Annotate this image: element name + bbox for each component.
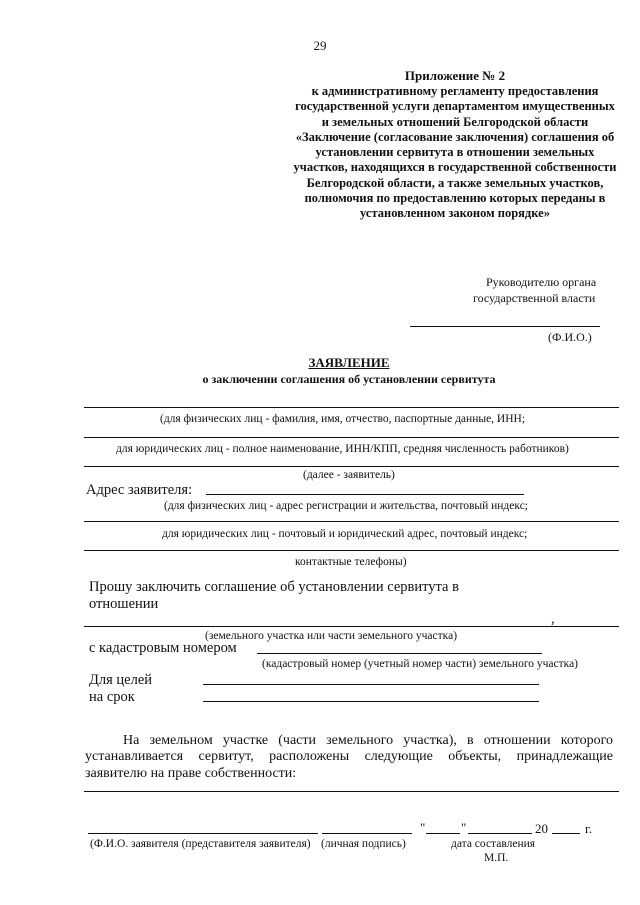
cadastral-label: с кадастровым номером [89,640,237,656]
objects-line[interactable] [84,791,619,792]
signature-line[interactable] [322,833,412,834]
address-line-2[interactable] [84,521,619,522]
phones-line[interactable] [84,550,619,551]
date-year-suffix: г. [585,821,593,836]
address-label: Адрес заявителя: [86,482,193,498]
purpose-label: Для целей [89,672,153,688]
stamp-place: М.П. [484,852,509,864]
applicant-fio-line[interactable] [88,833,318,834]
annex-title: Приложение № 2 [404,68,506,83]
date-quote-close: " [461,820,467,835]
application-subtitle: о заключении соглашения об установлении сервитута [202,372,496,386]
request-text-line-2: отношении [89,596,159,612]
application-title: ЗАЯВЛЕНИЕ [308,355,390,370]
plot-line[interactable] [84,626,619,627]
cadastral-caption: (кадастровый номер (учетный номер части) земельного участка) [262,658,579,670]
plot-caption: (земельного участка или части земельного участка) [205,630,458,642]
address-individual-caption: (для физических лиц - адрес регистрации и жительства, почтовый индекс; [164,500,528,512]
request-comma: , [551,611,555,627]
date-day-line[interactable] [426,833,460,834]
address-line[interactable] [206,494,524,495]
cadastral-number-line[interactable] [257,653,542,654]
applicant-individual-line[interactable] [84,407,619,408]
date-quote-open: " [420,820,426,835]
date-month-line[interactable] [468,833,532,834]
hereinafter-caption: (далее - заявитель) [303,469,395,481]
objects-paragraph: На земельном участке (части земельного участка), в отношении которого устанавливается сервитут, расположены следующие объекты, принадлежащие заявителю на праве собственности: [85,733,613,781]
personal-signature-caption: (личная подпись) [321,838,406,850]
annex-description: к административному регламенту предоставления государственной услуги департаментом имущественных и земельных отношений Белгородской области «Заключение (согласование заключения) соглашения об установлении сервитута в отношении земельных участков, находящихся в государственной собственности Белгородской области, а также земельных участков, полномочия по предоставлению которых переданы в установленном законом порядке» [293,84,617,221]
applicant-legal-caption: для юридических лиц - полное наименование, ИНН/КПП, средняя численность работников) [116,443,569,455]
addressee-line-2: государственной власти [473,291,596,305]
applicant-legal-line[interactable] [84,437,619,438]
applicant-name-line[interactable] [84,466,619,467]
addressee-line-1: Руководителю органа [486,275,597,289]
request-text-line-1: Прошу заключить соглашение об установлении сервитута в [89,579,459,595]
phones-caption: контактные телефоны) [295,556,407,568]
purpose-line[interactable] [203,684,539,685]
address-legal-caption: для юридических лиц - почтовый и юридический адрес, почтовый индекс; [162,528,528,540]
date-caption: дата составления [451,838,536,850]
date-year-prefix: 20 [535,821,548,836]
fio-signature-caption: (Ф.И.О. заявителя (представителя заявителя) [90,838,311,850]
addressee-name-line[interactable] [410,326,600,327]
date-year-line[interactable] [552,833,580,834]
applicant-individual-caption: (для физических лиц - фамилия, имя, отчество, паспортные данные, ИНН; [160,413,526,425]
addressee-fio-caption: (Ф.И.О.) [548,330,592,344]
page-number: 29 [313,38,327,53]
term-line[interactable] [203,701,539,702]
term-label: на срок [89,689,135,705]
